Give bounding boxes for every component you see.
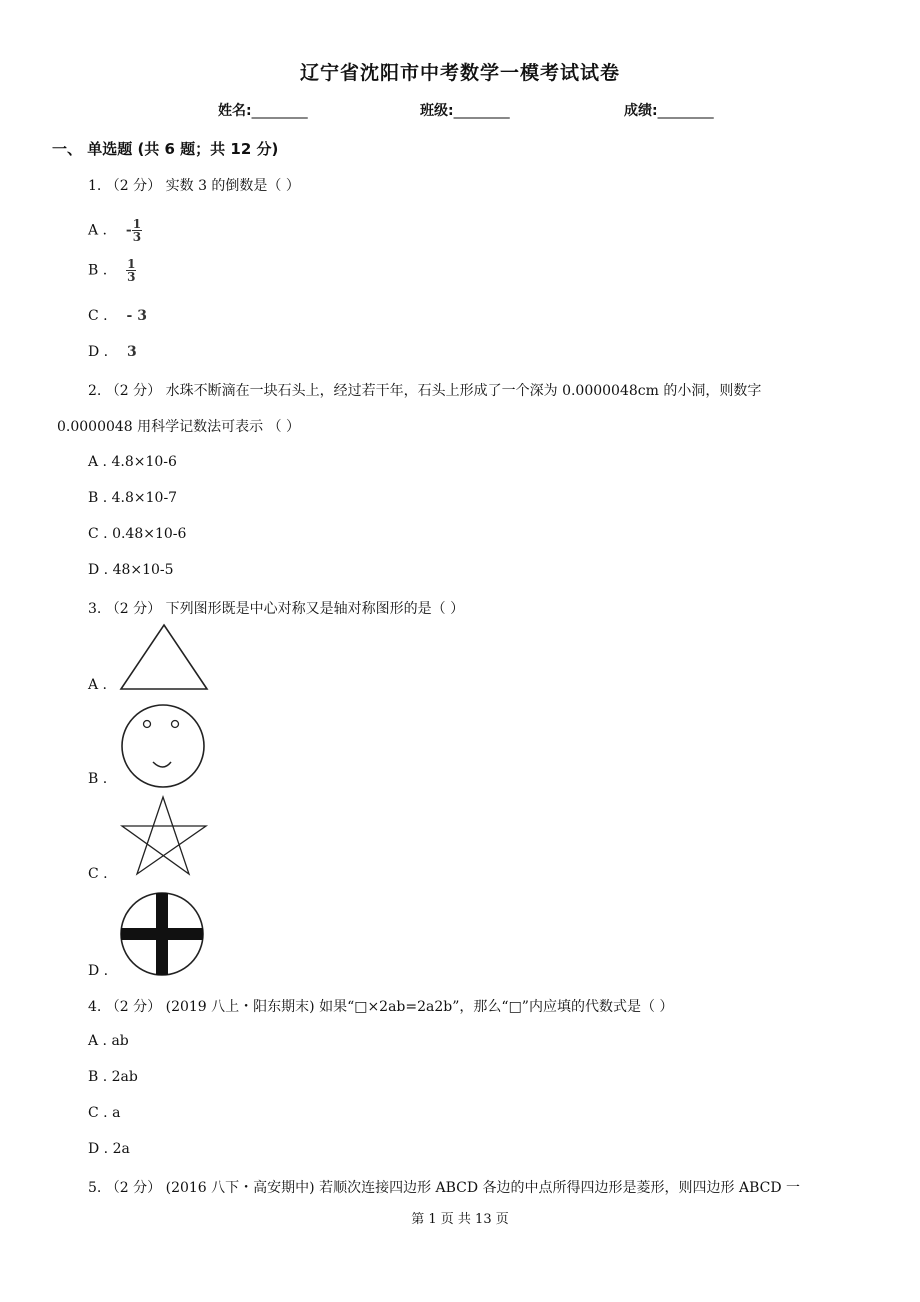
page-footer: 第 1 页 共 13 页 (411, 1212, 509, 1227)
q2-option-d: D . 48×10-5 (88, 562, 174, 578)
q4-option-c: C . a (88, 1105, 121, 1121)
smiley-face-figure (118, 703, 208, 789)
q1-option-b: B . $\frac{1}{3}$ (88, 257, 136, 284)
question-2-line2: 0.0000048 用科学记数法可表示 （ ） (57, 419, 301, 435)
q1-option-d: D . 3 (88, 344, 137, 360)
class-field: 班级:________ (420, 103, 510, 119)
question-5: 5. （2 分） (2016 八下・高安期中) 若顺次连接四边形 ABCD 各边的中点所得四边形是菱形，则四边形 ABCD 一 (88, 1180, 801, 1196)
score-field: 成绩:________ (624, 103, 714, 119)
name-field: 姓名:________ (218, 103, 308, 119)
section-heading: 一、 单选题 (共 6 题；共 12 分) (52, 140, 279, 158)
q3-option-b-label: B . (88, 771, 108, 787)
q3-option-c-label: C . (88, 866, 108, 882)
q4-option-a: A . ab (88, 1033, 129, 1049)
q4-option-d: D . 2a (88, 1141, 130, 1157)
q3-option-d-label: D . (88, 963, 109, 979)
question-4: 4. （2 分） (2019 八上・阳东期末) 如果“□×2ab=2a2b”，那么“□”内应填的代数式是（ ） (88, 999, 674, 1015)
question-3: 3. （2 分） 下列图形既是中心对称又是轴对称图形的是（ ） (88, 601, 465, 617)
question-1: 1. （2 分） 实数 3 的倒数是（ ） (88, 178, 300, 194)
q4-option-b: B . 2ab (88, 1069, 138, 1085)
question-2-line1: 2. （2 分） 水珠不断滴在一块石头上，经过若干年，石头上形成了一个深为 0.0000048cm 的小洞，则数字 (88, 383, 762, 399)
triangle-figure (118, 622, 210, 692)
q2-option-c: C . 0.48×10-6 (88, 526, 187, 542)
q1-option-a: A . - $\frac{1}{3}$ (88, 217, 142, 244)
q2-option-a: A . 4.8×10-6 (88, 454, 177, 470)
q1-option-c: C . - 3 (88, 308, 147, 324)
circle-cross-figure (118, 890, 208, 980)
exam-title: 辽宁省沈阳市中考数学一模考试试卷 (299, 62, 620, 84)
q3-option-a-label: A . (88, 677, 108, 693)
star-figure (118, 794, 210, 880)
q2-option-b: B . 4.8×10-7 (88, 490, 178, 506)
